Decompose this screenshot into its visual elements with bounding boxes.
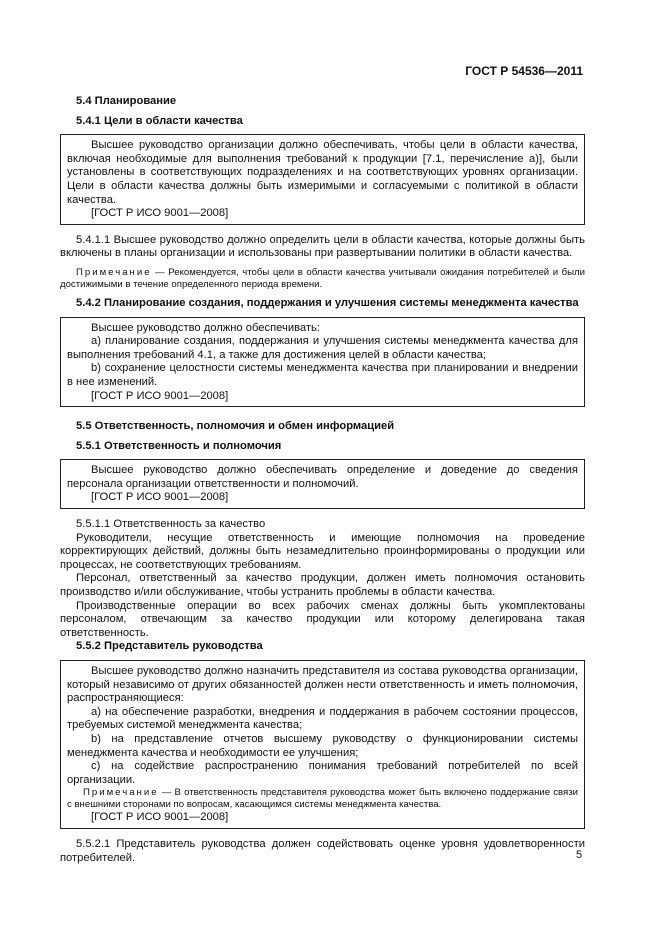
quote-item-b: b) сохранение целостности системы менеджмента качества при планировании и внедрении в нее изменений. <box>67 362 578 388</box>
note-text: — Рекомендуется, чтобы цели в области качества учитывали ожидания потребителей и были достижимыми в течение определенного периода времени. <box>60 266 586 290</box>
quote-intro: Высшее руководство должно обеспечивать: <box>91 321 320 334</box>
page-number: 5 <box>576 849 583 861</box>
section-5-4-2-heading: 5.4.2 Планирование создания, поддержания и улучшения системы менеджмента качества <box>76 296 579 309</box>
section-5-5-heading: 5.5 Ответственность, полномочия и обмен информацией <box>76 420 395 433</box>
quote-reference: [ГОСТ Р ИСО 9001—2008] <box>91 491 229 504</box>
quote-item-b: b) на представление отчетов высшему руководству о функционировании системы менеджмента качества и необходимости ее улучшения; <box>67 732 578 759</box>
quote-item-c: c) на содействие распространению понимания требований потребителей по всей организации. <box>67 760 578 786</box>
paragraph-5-5-1-1-b: Персонал, ответственный за качество продукции, должен иметь полномочия остановить производство и/или обслуживание, чтобы устранить проблемы в области качества. <box>60 572 585 599</box>
section-5-4-heading: 5.4 Планирование <box>76 95 177 107</box>
paragraph-5-5-2-1: 5.5.2.1 Представитель руководства должен содействовать оценке уровня удовлетворенности потребителей. <box>60 837 585 864</box>
section-5-5-2-heading: 5.5.2 Представитель руководства <box>76 640 263 653</box>
note-quality-objectives <box>60 267 585 291</box>
section-5-5-1-heading: 5.5.1 Ответственность и полномочия <box>76 439 282 452</box>
quote-item-a: a) на обеспечение разработки, внедрения и поддержания в рабочем состоянии процессов, требуемых системой менеджмента качества; <box>67 705 578 732</box>
document-id-header: ГОСТ Р 54536—2011 <box>465 64 583 78</box>
page-content <box>60 95 585 865</box>
note-label: Примечание <box>76 266 152 278</box>
paragraph-5-5-1-1-c: Производственные операции во всех рабочих сменах должны быть укомплектованы персоналом, отвечающим за качество продукции или которому делегирована такая ответственность. <box>60 599 585 639</box>
quote-intro: Высшее руководство должно назначить представителя из состава руководства организации, который независимо от других обязанностей должен нести ответственность и иметь полномочия, распространяющиеся: <box>67 665 578 705</box>
note-management-representative <box>67 787 578 811</box>
quote-reference: [ГОСТ Р ИСО 9001—2008] <box>91 207 229 220</box>
iso-quote-box-quality-objectives <box>60 134 585 225</box>
quote-reference: [ГОСТ Р ИСО 9001—2008] <box>91 389 229 402</box>
paragraph-5-5-1-1-title: 5.5.1.1 Ответственность за качество <box>76 518 266 531</box>
quote-item-a: a) планирование создания, поддержания и улучшения системы менеджмента качества для выполнения требований 4.1, а также для достижения целей в области качества; <box>67 335 578 361</box>
paragraph-5-5-1-1-a: Руководители, несущие ответственность и имеющие полномочия на проведение корректирующих действий, должны быть незамедлительно проинформированы о продукции или процессах, не соответствующих требованиям. <box>60 531 585 571</box>
note-label: Примечание <box>83 787 159 799</box>
note-text: — В ответственность представителя руководства может быть включено поддержание связи с внешними сторонами по вопросам, касающимся системы менеджмента качества. <box>67 787 578 811</box>
iso-quote-box-qms-planning <box>60 317 585 408</box>
quote-text: Высшее руководство должно обеспечивать определение и доведение до сведения персонала организации ответственности и полномочий. <box>67 464 578 490</box>
quote-reference: [ГОСТ Р ИСО 9001—2008] <box>91 811 229 824</box>
iso-quote-box-management-representative <box>60 660 585 829</box>
section-5-4-1-heading: 5.4.1 Цели в области качества <box>76 114 243 127</box>
quote-text: Высшее руководство организации должно обеспечивать, чтобы цели в области качества, включая необходимые для выполнения требований к продукции [7.1, перечисление а)], были установлены в соответствующих подразделениях и на соответствующих уровнях организации. Цели в области качества должны быть измеримыми и согласуемыми с политикой в области качества. <box>67 139 578 206</box>
paragraph-5-4-1-1: 5.4.1.1 Высшее руководство должно определить цели в области качества, которые должны быть включены в планы организации и использованы при развертывании политики в области качества. <box>60 233 585 260</box>
iso-quote-box-responsibility <box>60 459 585 509</box>
